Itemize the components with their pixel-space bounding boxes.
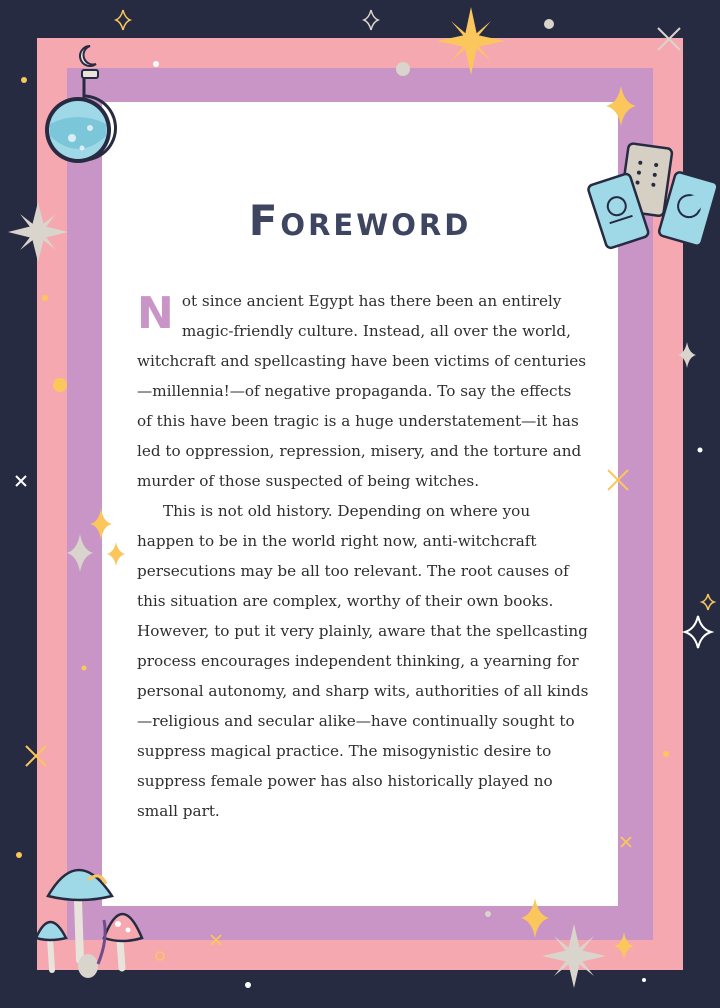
drop-cap: N [137, 288, 174, 339]
paragraph-2: This is not old history. Depending on where you happen to be in the world right now, anti-witchcraft persecutions may be all too relevant. The root causes of this situation are complex, worthy of their own books. However, to put it very plainly, aware that the spellcasting process encourages independent thinking, a yearning for personal autonomy, and sharp wits, authorities of all kinds—religious and secular alike—have continually sought to suppress magical practice. The misogynistic desire to suppress female power has also historically played no small part. [137, 502, 589, 820]
page-title: Foreword [248, 196, 472, 246]
paragraph-1-text: ot since ancient Egypt has there been an entirely magic-friendly culture. Instead, all over the world, witchcraft and spellcasting have been victims of centuries—millennia!—of negative propaganda. To say the effects of this have been tragic is a huge understatement—it has led to oppression, repression, misery, and the torture and murder of those suspected of being witches. [137, 292, 586, 490]
